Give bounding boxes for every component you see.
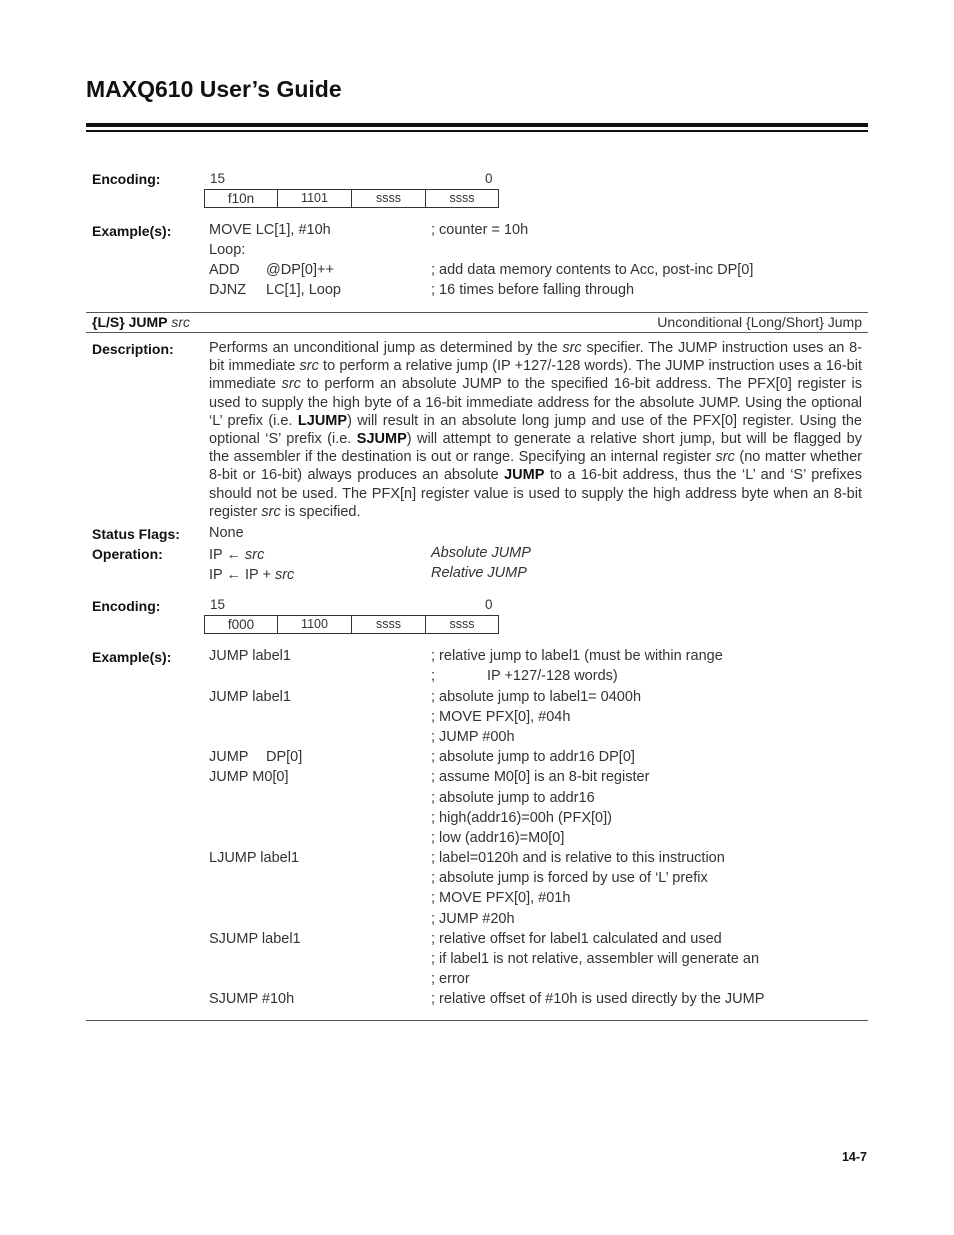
- example-comment: ; MOVE PFX[0], #04h: [431, 709, 571, 725]
- instr-summary: Unconditional {Long/Short} Jump: [657, 314, 862, 330]
- operation-src: src: [245, 547, 265, 563]
- page-title: MAXQ610 User’s Guide: [86, 76, 342, 102]
- example-code: JUMP label1: [209, 648, 291, 664]
- desc-bold: LJUMP: [297, 412, 348, 429]
- example-comment: ; low (addr16)=M0[0]: [431, 830, 565, 846]
- example-code: JUMP label1: [209, 689, 291, 705]
- operation-src: src: [274, 567, 295, 583]
- example-code: Loop:: [209, 242, 246, 258]
- desc-src: src: [562, 340, 582, 356]
- desc-text: ) will attempt to generate a relative short jump, but will be flagged by the assembler if the destination is out or range. Specifying an internal register: [209, 431, 862, 466]
- encoding-field: ssss: [449, 617, 475, 631]
- instr-prefix: {L/S} JUMP: [92, 314, 168, 330]
- example-comment: ; MOVE PFX[0], #01h: [431, 890, 571, 906]
- example-code: LJUMP label1: [209, 850, 300, 866]
- instr-heading: [92, 314, 190, 330]
- example-comment: ; absolute jump to addr16 DP[0]: [431, 749, 635, 765]
- desc-bold: SJUMP: [356, 431, 407, 448]
- example-code: MOVE LC[1], #10h: [209, 222, 331, 238]
- desc-src: src: [299, 358, 319, 375]
- encoding-field: 1100: [278, 616, 352, 633]
- description-label: Description:: [92, 341, 174, 357]
- example-comment: ; relative offset for label1 calculated and used: [431, 931, 722, 947]
- encoding-field: f10n: [205, 190, 278, 207]
- encoding-field: ssss: [352, 616, 426, 633]
- example-code: SJUMP #10h: [209, 991, 295, 1007]
- desc-src: src: [261, 503, 281, 520]
- example-comment: ; absolute jump to addr16: [431, 790, 595, 806]
- header-rule-thin: [86, 130, 868, 132]
- desc-text: to perform an absolute JUMP to the specified 16-bit address. The PFX[0] register is used to supply the high byte of a 16-bit immediate address for the absolute JUMP. Using the optional ‘L’ prefix (i.e.: [209, 376, 862, 429]
- bit-low-1: 0: [485, 171, 493, 186]
- operation-note-1: Absolute JUMP: [431, 545, 531, 561]
- desc-text: specifier. The JUMP instruction uses an 8-bit immediate: [209, 340, 862, 375]
- example-comment: ; counter = 10h: [431, 222, 529, 238]
- desc-src: src: [715, 449, 735, 466]
- examples-label-1: Example(s):: [92, 223, 172, 239]
- encoding-label-1: Encoding:: [92, 171, 161, 187]
- status-flags-value: None: [209, 525, 244, 541]
- example-comment: ; label=0120h and is relative to this instruction: [431, 850, 725, 866]
- operation-line-1: [209, 547, 264, 563]
- desc-src: src: [281, 376, 301, 393]
- example-comment: ;: [431, 668, 436, 684]
- example-comment: ; JUMP #00h: [431, 729, 515, 745]
- bit-low-2: 0: [485, 597, 493, 612]
- desc-text: Performs an unconditional jump as determined by the: [209, 340, 563, 356]
- example-comment-continued: IP +127/-128 words): [487, 668, 618, 684]
- example-arg: DP[0]: [266, 749, 303, 765]
- example-comment: ; assume M0[0] is an 8-bit register: [431, 769, 650, 785]
- operation-line-2: [209, 567, 294, 583]
- desc-text: (no matter whether 8-bit or 16-bit) always produces an absolute: [209, 449, 862, 484]
- example-code: DJNZ: [209, 282, 247, 298]
- desc-text: is specified.: [280, 503, 361, 520]
- encoding-field: ssss: [352, 190, 426, 207]
- instr-operand: src: [171, 314, 191, 330]
- page-number: 14-7: [841, 1150, 867, 1164]
- example-comment: ; 16 times before falling through: [431, 282, 635, 298]
- operation-expr: IP ← IP +: [209, 567, 275, 583]
- desc-text: to perform a relative jump (IP +127/-128 words). The JUMP instruction uses a 16-bit immediate: [209, 358, 862, 393]
- desc-text: ) will result in an absolute long jump and use of the PFX[0] register. Using the optional ‘S’ prefix (i.e.: [209, 412, 862, 448]
- example-comment: ; relative jump to label1 (must be within range: [431, 648, 723, 664]
- bit-high-2: 15: [210, 597, 226, 612]
- status-flags-label: Status Flags:: [92, 526, 180, 542]
- example-code: JUMP: [209, 749, 249, 765]
- example-comment: ; high(addr16)=00h (PFX[0]): [431, 810, 612, 826]
- encoding-table-2: [204, 615, 499, 634]
- example-arg: @DP[0]++: [266, 262, 334, 278]
- example-comment: ; if label1 is not relative, assembler will generate an: [431, 951, 760, 967]
- example-comment: ; absolute jump is forced by use of ‘L’ prefix: [431, 870, 708, 886]
- instr-rule-top: [86, 312, 868, 313]
- operation-expr: IP ←: [209, 547, 245, 563]
- description-text: [209, 339, 862, 521]
- examples-label-2: Example(s):: [92, 649, 172, 665]
- header-rule-thick: [86, 123, 868, 127]
- example-code: ADD: [209, 262, 240, 278]
- encoding-label-2: Encoding:: [92, 598, 161, 614]
- encoding-field: 1101: [278, 190, 352, 207]
- example-comment: ; relative offset of #10h is used directly by the JUMP: [431, 991, 765, 1007]
- encoding-field: f000: [205, 616, 278, 633]
- bottom-rule: [86, 1020, 868, 1021]
- operation-note-2: Relative JUMP: [431, 565, 527, 581]
- example-arg: LC[1], Loop: [266, 282, 341, 298]
- example-comment: ; error: [431, 971, 470, 987]
- bit-high-1: 15: [210, 171, 226, 186]
- example-code: JUMP M0[0]: [209, 769, 289, 785]
- operation-label: Operation:: [92, 546, 163, 562]
- encoding-field: ssss: [449, 191, 475, 205]
- example-comment: ; absolute jump to label1= 0400h: [431, 689, 642, 705]
- example-comment: ; JUMP #20h: [431, 911, 515, 927]
- example-comment: ; add data memory contents to Acc, post-inc DP[0]: [431, 262, 754, 278]
- desc-text: to a 16-bit address, thus the ‘L’ and ‘S’ prefixes should not be used. The PFX[n] register value is used to supply the high address byte when an 8-bit register: [209, 467, 862, 520]
- encoding-table-1: [204, 189, 499, 208]
- example-code: SJUMP label1: [209, 931, 301, 947]
- desc-bold: JUMP: [504, 467, 545, 484]
- instr-rule-bottom: [86, 332, 868, 333]
